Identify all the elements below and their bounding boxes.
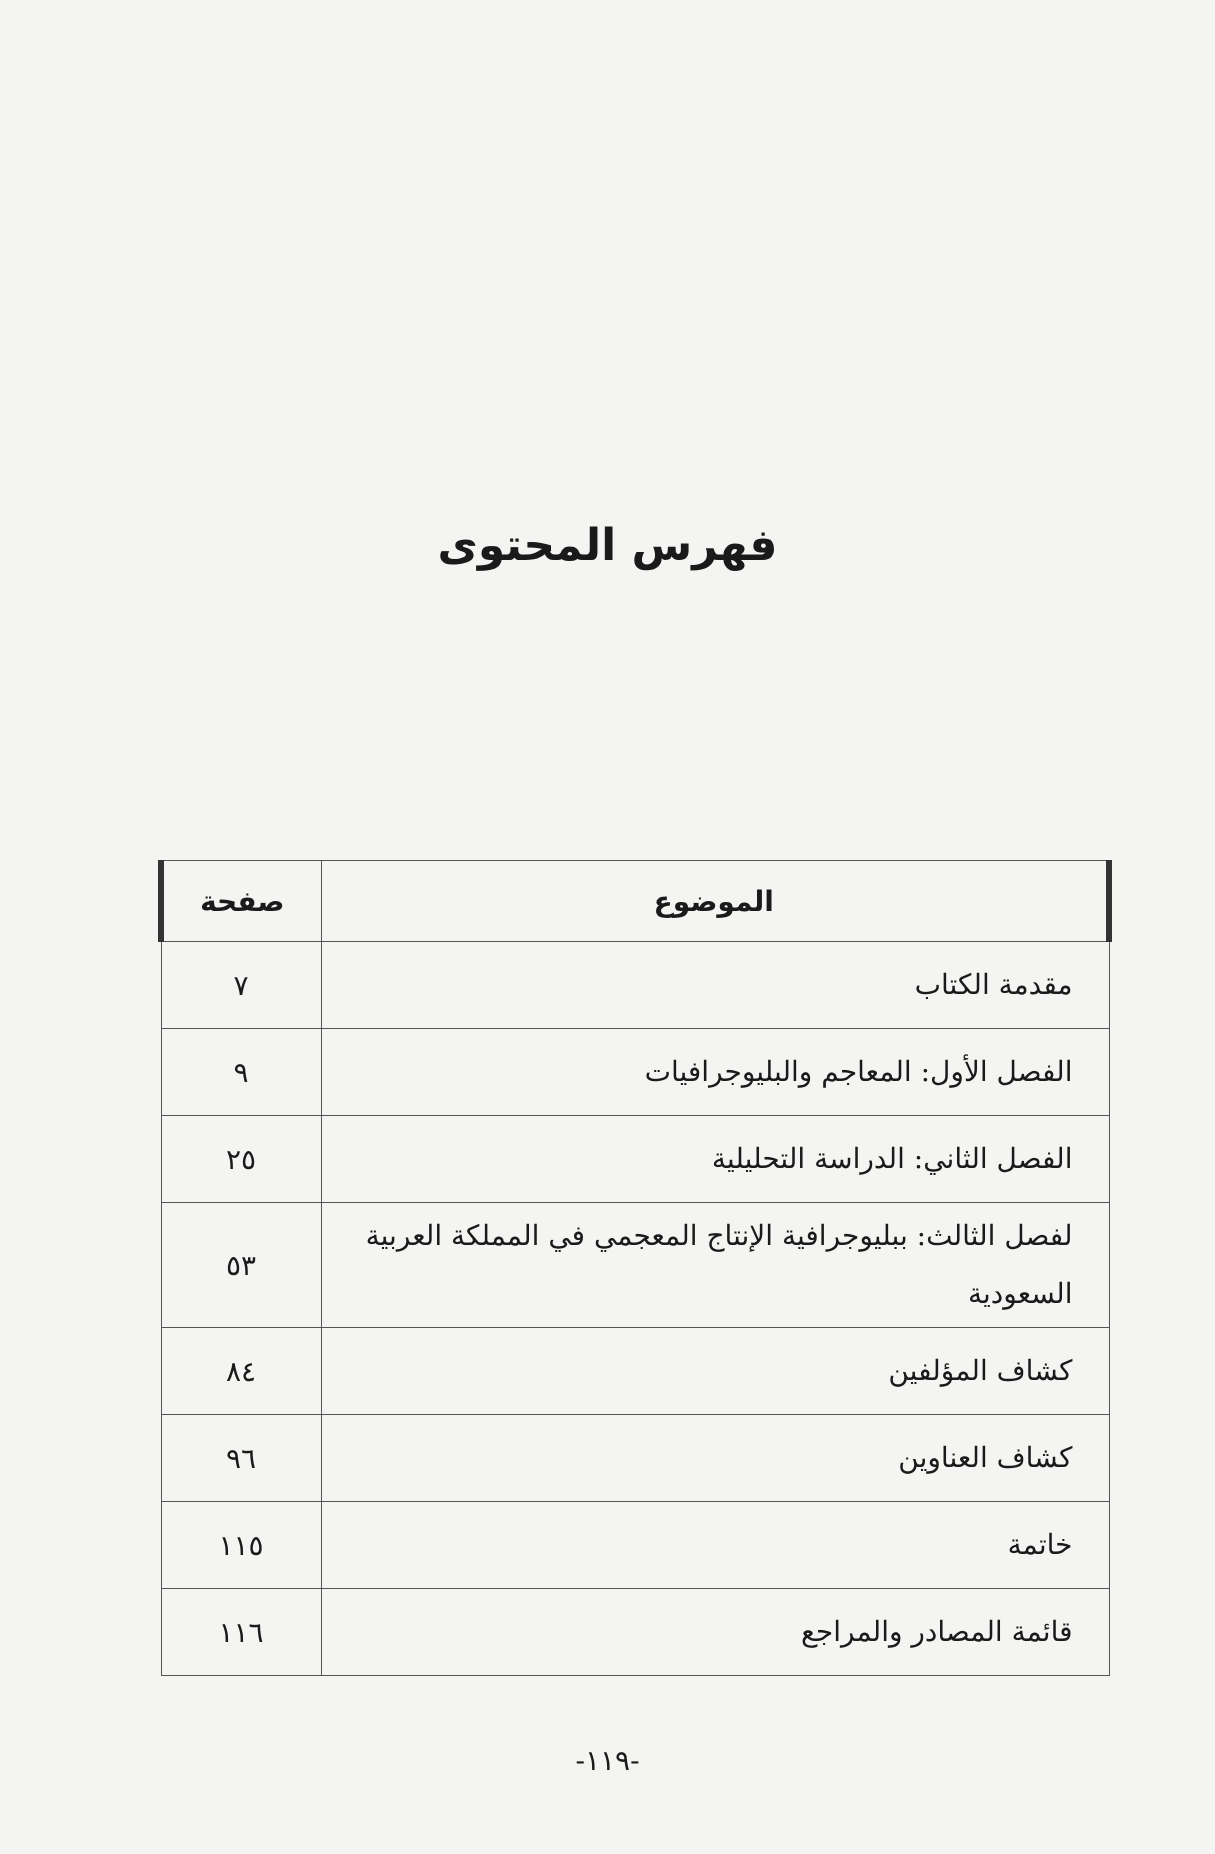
table-row — [161, 1203, 1109, 1328]
row-topic: الفصل الأول: المعاجم والبليوجرافيات — [321, 1029, 1109, 1116]
table-row — [161, 1502, 1109, 1589]
table-row — [161, 1328, 1109, 1415]
row-topic: كشاف العناوين — [321, 1415, 1109, 1502]
page-title: فهرس المحتوى — [437, 520, 778, 571]
header-topic: الموضوع — [321, 861, 1109, 942]
row-page: ٨٤ — [161, 1328, 321, 1415]
page-number: -١١٩- — [575, 1744, 640, 1777]
row-page: ٢٥ — [161, 1116, 321, 1203]
row-page: ٥٣ — [161, 1203, 321, 1328]
row-page: ٧ — [161, 942, 321, 1029]
row-topic: لفصل الثالث: ببليوجرافية الإنتاج المعجمي في المملكة العربية السعودية — [321, 1203, 1109, 1328]
table-header-row — [161, 861, 1109, 942]
row-topic: خاتمة — [321, 1502, 1109, 1589]
table-row — [161, 1029, 1109, 1116]
table-row — [161, 1116, 1109, 1203]
table-row — [161, 942, 1109, 1029]
row-topic: الفصل الثاني: الدراسة التحليلية — [321, 1116, 1109, 1203]
table-of-contents — [158, 860, 1112, 1676]
row-page: ٩٦ — [161, 1415, 321, 1502]
row-page: ١١٥ — [161, 1502, 321, 1589]
row-topic: كشاف المؤلفين — [321, 1328, 1109, 1415]
table-row — [161, 1589, 1109, 1676]
row-topic: مقدمة الكتاب — [321, 942, 1109, 1029]
header-page: صفحة — [161, 861, 321, 942]
row-topic: قائمة المصادر والمراجع — [321, 1589, 1109, 1676]
row-page: ٩ — [161, 1029, 321, 1116]
row-page: ١١٦ — [161, 1589, 321, 1676]
table-row — [161, 1415, 1109, 1502]
